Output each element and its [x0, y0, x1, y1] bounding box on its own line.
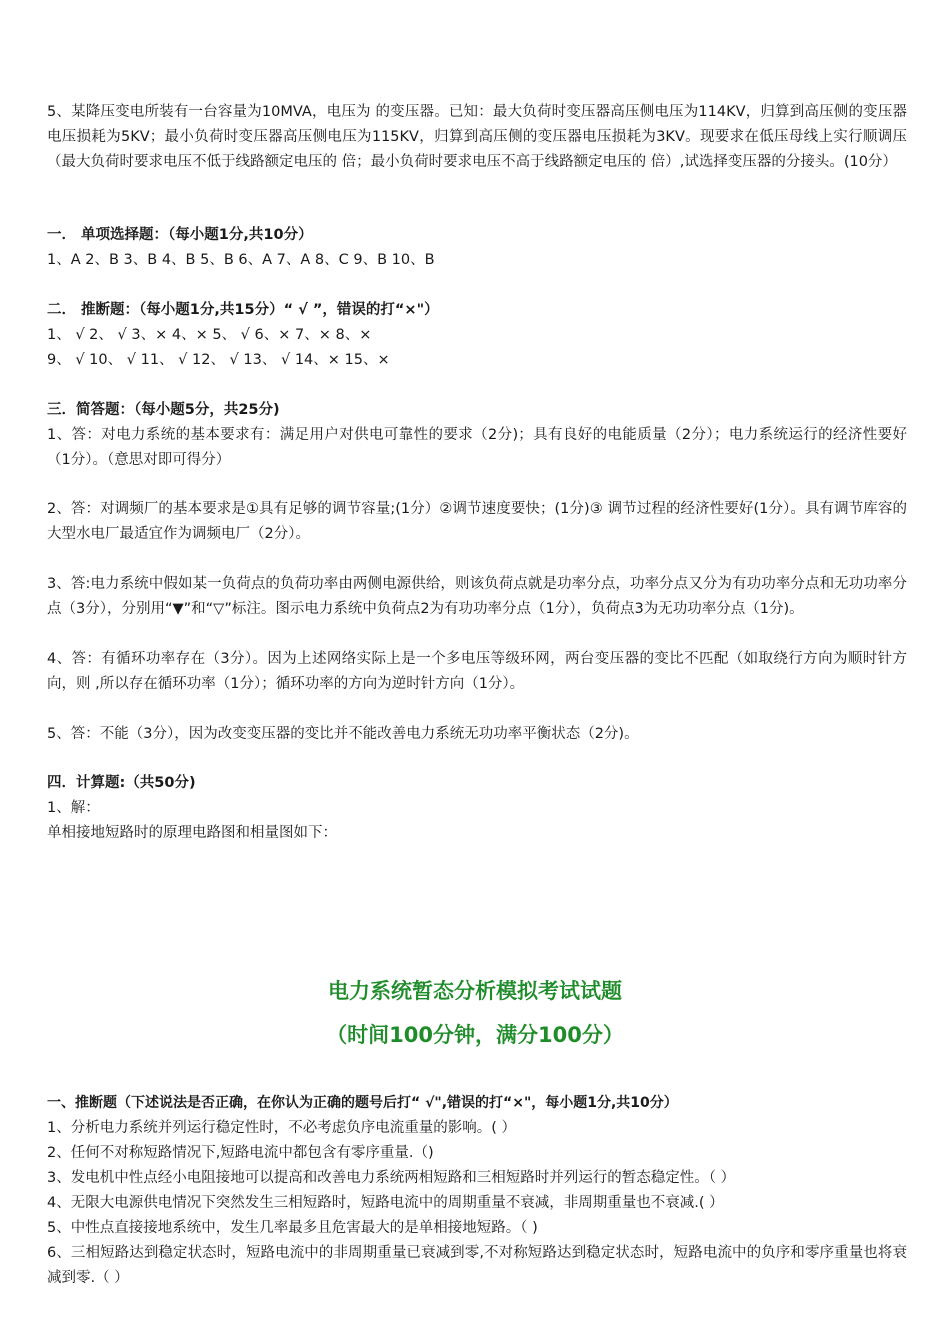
section-3-answer-1: 1、答：对电力系统的基本要求有：满足用户对供电可靠性的要求（2分)；具有良好的电能质量（2分）；电力系统运行的经济性要好（1分）。（意思对即可得分） [47, 427, 907, 468]
question-5: 5、某降压变电所装有一台容量为10MVA，电压为 的变压器。已知：最大负荷时变压器高压侧电压为114KV，归算到高压侧的变压器电压损耗为5KV；最小负荷时变压器高压侧电压为115KV，归算到高压侧的变压器电压损耗为3KV。现要求在低压母线上实行顺调压（最大负荷时要求电压不低于线路额定电压的 倍；最小负荷时要求电压不高于线路额定电压的 倍）,试选择变压器的分接头。(10分） [47, 104, 907, 170]
exam-question-1: 1、分析电力系统并列运行稳定性时，不必考虑负序电流重量的影响。( ） [47, 1120, 516, 1136]
section-2-heading: 二． 推断题：（每小题1分,共15分）“ √ ”，错误的打“×"） [47, 302, 439, 318]
section-3-answer-5: 5、答：不能（3分），因为改变变压器的变比并不能改善电力系统无功功率平衡状态（2分)。 [47, 726, 639, 742]
section-2-answers-line-1: 1、 √ 2、 √ 3、× 4、× 5、 √ 6、× 7、× 8、× [47, 327, 372, 343]
exam-question-6: 6、三相短路达到稳定状态时，短路电流中的非周期重量已衰减到零,不对称短路达到稳定状态时，短路电流中的负序和零序重量也将衰减到零.（ ） [47, 1245, 907, 1286]
exam-question-5: 5、中性点直接接地系统中，发生几率最多且危害最大的是单相接地短路。（ ) [47, 1220, 538, 1236]
section-3-answer-4: 4、答：有循环功率存在（3分）。因为上述网络实际上是一个多电压等级环网，两台变压器的变比不匹配（如取绕行方向为顺时针方向，则 ,所以存在循环功率（1分）；循环功率的方向为逆时针方向（1分）。 [47, 651, 907, 692]
exam-title: 电力系统暂态分析模拟考试试题 [328, 979, 622, 1003]
section-1-heading: 一． 单项选择题：（每小题1分,共10分） [47, 227, 313, 243]
section-4-line-1: 1、解： [47, 800, 100, 816]
exam-question-3: 3、发电机中性点经小电阻接地可以提高和改善电力系统两相短路和三相短路时并列运行的暂态稳定性。（ ） [47, 1170, 736, 1186]
section-3-heading: 三．简答题：（每小题5分，共25分) [47, 402, 280, 418]
section-4-heading: 四．计算题:（共50分) [47, 775, 196, 791]
section-1-answers: 1、A 2、B 3、B 4、B 5、B 6、A 7、A 8、C 9、B 10、B [47, 252, 435, 268]
exam-question-2: 2、任何不对称短路情况下,短路电流中都包含有零序重量.（) [47, 1145, 434, 1161]
section-2-answers-line-2: 9、 √ 10、 √ 11、 √ 12、 √ 13、 √ 14、× 15、× [47, 352, 390, 368]
exam-question-4: 4、无限大电源供电情况下突然发生三相短路时，短路电流中的周期重量不衰减，非周期重量也不衰减.( ） [47, 1195, 724, 1211]
section-4-line-2: 单相接地短路时的原理电路图和相量图如下： [47, 825, 337, 841]
section-3-answer-3: 3、答:电力系统中假如某一负荷点的负荷功率由两侧电源供给，则该负荷点就是功率分点，功率分点又分为有功功率分点和无功功率分点（3分），分别用“▼”和“▽”标注。图示电力系统中负荷点2为有功功率分点（1分），负荷点3为无功功率分点（1分)。 [47, 576, 907, 617]
exam-section-1-heading: 一、推断题（下述说法是否正确，在你认为正确的题号后打“ √",错误的打“×"，每小题1分,共10分） [47, 1095, 678, 1111]
exam-subtitle: （时间100分钟，满分100分） [326, 1023, 624, 1047]
section-3-answer-2: 2、答：对调频厂的基本要求是①具有足够的调节容量;(1分）②调节速度要快；(1分)③ 调节过程的经济性要好(1分）。具有调节库容的大型水电厂最适宜作为调频电厂（2分）。 [47, 501, 907, 542]
